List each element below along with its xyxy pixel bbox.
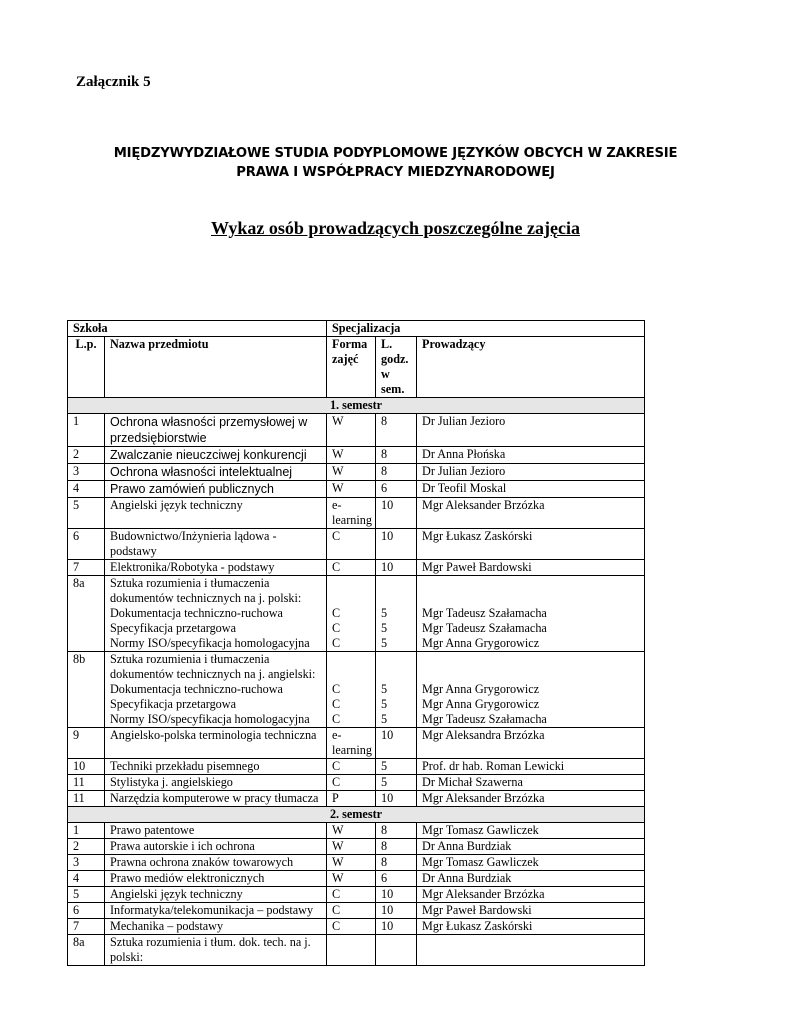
row-subitem-hours: 5 bbox=[381, 636, 388, 650]
table-row bbox=[68, 919, 645, 935]
row-subject-intro: Sztuka rozumienia i tłumaczenia dokumentów technicznych na j. angielski: bbox=[110, 652, 316, 681]
row-lp: 2 bbox=[68, 839, 105, 855]
row-subject: Angielsko-polska terminologia techniczna bbox=[105, 728, 327, 759]
row-hours bbox=[376, 935, 417, 966]
schedule-table bbox=[67, 320, 645, 966]
header-teacher: Prowadzący bbox=[417, 337, 645, 398]
row-lp: 9 bbox=[68, 728, 105, 759]
row-hours: 10 bbox=[376, 791, 417, 807]
row-form: C bbox=[327, 560, 376, 576]
table-row bbox=[68, 529, 645, 560]
row-subitem-hours: 5 bbox=[381, 697, 388, 711]
table-row bbox=[68, 759, 645, 775]
table-row bbox=[68, 855, 645, 871]
row-subject: Mechanika – podstawy bbox=[105, 919, 327, 935]
row-hours: 8 bbox=[376, 414, 417, 447]
row-lp: 11 bbox=[68, 775, 105, 791]
table-row bbox=[68, 652, 645, 728]
row-hours: 10 bbox=[376, 919, 417, 935]
row-subject: Prawo zamówień publicznych bbox=[105, 481, 327, 498]
row-hours: 10 bbox=[376, 560, 417, 576]
row-subitem-form: C bbox=[332, 697, 341, 711]
row-subitem-subject: Normy ISO/specyfikacja homologacyjna bbox=[110, 712, 310, 726]
row-teacher: Mgr Paweł Bardowski bbox=[417, 903, 645, 919]
row-form: W bbox=[327, 481, 376, 498]
table-row bbox=[68, 791, 645, 807]
row-subject bbox=[105, 576, 327, 652]
row-teacher: Dr Anna Burdziak bbox=[417, 839, 645, 855]
row-form: C bbox=[327, 775, 376, 791]
row-teacher: Mgr Paweł Bardowski bbox=[417, 560, 645, 576]
row-teacher: Dr Teofil Moskal bbox=[417, 481, 645, 498]
table-row bbox=[68, 576, 645, 652]
row-subject: Informatyka/telekomunikacja – podstawy bbox=[105, 903, 327, 919]
row-teacher: Mgr Aleksander Brzózka bbox=[417, 498, 645, 529]
row-lp: 7 bbox=[68, 919, 105, 935]
row-form bbox=[327, 652, 376, 728]
row-lp: 6 bbox=[68, 903, 105, 919]
row-subject: Prawo patentowe bbox=[105, 823, 327, 839]
row-lp: 5 bbox=[68, 887, 105, 903]
row-subject: Angielski język techniczny bbox=[105, 498, 327, 529]
row-form: C bbox=[327, 919, 376, 935]
main-title-line2: PRAWA I WSPÓŁPRACY MIEDZYNARODOWEJ bbox=[236, 165, 555, 180]
row-subitem-form: C bbox=[332, 606, 341, 620]
table-row bbox=[68, 560, 645, 576]
row-hours: 10 bbox=[376, 529, 417, 560]
table-row bbox=[68, 498, 645, 529]
table-row bbox=[68, 871, 645, 887]
column-header-row bbox=[68, 337, 645, 398]
row-hours: 8 bbox=[376, 839, 417, 855]
row-form: W bbox=[327, 414, 376, 447]
row-teacher: Dr Anna Burdziak bbox=[417, 871, 645, 887]
table-row bbox=[68, 839, 645, 855]
row-subitem-hours: 5 bbox=[381, 621, 388, 635]
row-lp: 6 bbox=[68, 529, 105, 560]
header-form: Forma zajęć bbox=[327, 337, 376, 398]
specialization-header: Specjalizacja bbox=[327, 321, 645, 337]
row-subject: Narzędzia komputerowe w pracy tłumacza bbox=[105, 791, 327, 807]
row-hours: 5 bbox=[376, 775, 417, 791]
row-form: W bbox=[327, 447, 376, 464]
row-form: W bbox=[327, 839, 376, 855]
row-form: C bbox=[327, 903, 376, 919]
row-teacher: Dr Julian Jezioro bbox=[417, 464, 645, 481]
row-subject: Elektronika/Robotyka - podstawy bbox=[105, 560, 327, 576]
semester2-label: 2. semestr bbox=[68, 807, 645, 823]
main-title bbox=[60, 144, 731, 182]
row-hours: 8 bbox=[376, 855, 417, 871]
row-subitem-form: C bbox=[332, 682, 341, 696]
row-form: e-learning bbox=[327, 728, 376, 759]
row-lp: 10 bbox=[68, 759, 105, 775]
table-row bbox=[68, 903, 645, 919]
row-subitem-teacher: Mgr Tadeusz Szałamacha bbox=[422, 621, 547, 635]
row-subitem-hours: 5 bbox=[381, 712, 388, 726]
row-subitem-subject: Normy ISO/specyfikacja homologacyjna bbox=[110, 636, 310, 650]
row-subitem-teacher: Mgr Tadeusz Szałamacha bbox=[422, 606, 547, 620]
table-row bbox=[68, 935, 645, 966]
row-lp: 4 bbox=[68, 871, 105, 887]
row-teacher: Mgr Aleksandra Brzózka bbox=[417, 728, 645, 759]
row-lp: 3 bbox=[68, 855, 105, 871]
row-subject: Stylistyka j. angielskiego bbox=[105, 775, 327, 791]
row-form: C bbox=[327, 529, 376, 560]
row-form: C bbox=[327, 759, 376, 775]
row-subject: Angielski język techniczny bbox=[105, 887, 327, 903]
row-subitem-teacher: Mgr Anna Grygorowicz bbox=[422, 682, 540, 696]
row-subitem-teacher: Mgr Anna Grygorowicz bbox=[422, 636, 540, 650]
table-row bbox=[68, 414, 645, 447]
row-teacher bbox=[417, 935, 645, 966]
row-subject: Ochrona własności intelektualnej bbox=[105, 464, 327, 481]
row-subject: Prawna ochrona znaków towarowych bbox=[105, 855, 327, 871]
row-lp: 4 bbox=[68, 481, 105, 498]
row-subject bbox=[105, 652, 327, 728]
row-hours: 6 bbox=[376, 871, 417, 887]
row-subitem-form: C bbox=[332, 712, 341, 726]
row-lp: 8a bbox=[68, 935, 105, 966]
row-subject: Techniki przekładu pisemnego bbox=[105, 759, 327, 775]
row-subject: Prawa autorskie i ich ochrona bbox=[105, 839, 327, 855]
row-form bbox=[327, 576, 376, 652]
row-teacher: Mgr Aleksander Brzózka bbox=[417, 791, 645, 807]
row-teacher: Mgr Aleksander Brzózka bbox=[417, 887, 645, 903]
row-teacher: Mgr Łukasz Zaskórski bbox=[417, 919, 645, 935]
row-hours: 5 bbox=[376, 759, 417, 775]
header-subject: Nazwa przedmiotu bbox=[105, 337, 327, 398]
row-subject: Budownictwo/Inżynieria lądowa - podstawy bbox=[105, 529, 327, 560]
row-lp: 8b bbox=[68, 652, 105, 728]
header-hours: L. godz. w sem. bbox=[376, 337, 417, 398]
row-subject: Zwalczanie nieuczciwej konkurencji bbox=[105, 447, 327, 464]
row-teacher: Prof. dr hab. Roman Lewicki bbox=[417, 759, 645, 775]
row-hours: 10 bbox=[376, 728, 417, 759]
row-form: W bbox=[327, 464, 376, 481]
main-title-line1: MIĘDZYWYDZIAŁOWE STUDIA PODYPLOMOWE JĘZYKÓW OBCYCH W ZAKRESIE bbox=[113, 146, 678, 161]
row-lp: 1 bbox=[68, 823, 105, 839]
school-header: Szkoła bbox=[68, 321, 327, 337]
row-subitem-teacher: Mgr Anna Grygorowicz bbox=[422, 697, 540, 711]
row-teacher: Mgr Tomasz Gawliczek bbox=[417, 823, 645, 839]
table-row bbox=[68, 887, 645, 903]
table-row bbox=[68, 775, 645, 791]
row-subject: Ochrona własności przemysłowej w przedsiębiorstwie bbox=[105, 414, 327, 447]
row-teacher: Mgr Łukasz Zaskórski bbox=[417, 529, 645, 560]
row-lp: 5 bbox=[68, 498, 105, 529]
row-subitem-subject: Specyfikacja przetargowa bbox=[110, 621, 236, 635]
row-subitem-teacher: Mgr Tadeusz Szałamacha bbox=[422, 712, 547, 726]
table-row bbox=[68, 728, 645, 759]
row-subitem-form: C bbox=[332, 636, 341, 650]
semester2-header-row bbox=[68, 807, 645, 823]
row-lp: 8a bbox=[68, 576, 105, 652]
row-teacher: Mgr Tomasz Gawliczek bbox=[417, 855, 645, 871]
row-lp: 7 bbox=[68, 560, 105, 576]
table-row bbox=[68, 823, 645, 839]
row-subitem-subject: Dokumentacja techniczno-ruchowa bbox=[110, 682, 283, 696]
row-hours: 8 bbox=[376, 823, 417, 839]
row-lp: 1 bbox=[68, 414, 105, 447]
row-teacher: Dr Anna Płońska bbox=[417, 447, 645, 464]
row-form: W bbox=[327, 871, 376, 887]
row-subject: Sztuka rozumienia i tłum. dok. tech. na j. polski: bbox=[105, 935, 327, 966]
header-lp: L.p. bbox=[68, 337, 105, 398]
semester1-header-row bbox=[68, 398, 645, 414]
row-hours: 10 bbox=[376, 887, 417, 903]
table-row bbox=[68, 464, 645, 481]
row-form: W bbox=[327, 823, 376, 839]
row-subitem-subject: Dokumentacja techniczno-ruchowa bbox=[110, 606, 283, 620]
row-hours: 10 bbox=[376, 903, 417, 919]
row-teacher: Dr Michał Szawerna bbox=[417, 775, 645, 791]
row-hours: 8 bbox=[376, 447, 417, 464]
row-hours bbox=[376, 576, 417, 652]
row-subject-intro: Sztuka rozumienia i tłumaczenia dokumentów technicznych na j. polski: bbox=[110, 576, 302, 605]
semester1-label: 1. semestr bbox=[68, 398, 645, 414]
group-header-row bbox=[68, 321, 645, 337]
row-form bbox=[327, 935, 376, 966]
row-lp: 3 bbox=[68, 464, 105, 481]
row-lp: 2 bbox=[68, 447, 105, 464]
annex-label: Załącznik 5 bbox=[76, 74, 151, 90]
row-subitem-subject: Specyfikacja przetargowa bbox=[110, 697, 236, 711]
row-form: C bbox=[327, 887, 376, 903]
table-row bbox=[68, 481, 645, 498]
row-subject: Prawo mediów elektronicznych bbox=[105, 871, 327, 887]
row-form: W bbox=[327, 855, 376, 871]
row-form: P bbox=[327, 791, 376, 807]
row-teacher bbox=[417, 576, 645, 652]
row-subitem-hours: 5 bbox=[381, 682, 388, 696]
table-row bbox=[68, 447, 645, 464]
row-form: e-learning bbox=[327, 498, 376, 529]
row-teacher: Dr Julian Jezioro bbox=[417, 414, 645, 447]
row-hours: 8 bbox=[376, 464, 417, 481]
row-hours: 10 bbox=[376, 498, 417, 529]
row-subitem-form: C bbox=[332, 621, 341, 635]
subtitle: Wykaz osób prowadzących poszczególne zajęcia bbox=[211, 218, 580, 238]
row-subitem-hours: 5 bbox=[381, 606, 388, 620]
row-lp: 11 bbox=[68, 791, 105, 807]
row-hours: 6 bbox=[376, 481, 417, 498]
row-hours bbox=[376, 652, 417, 728]
row-teacher bbox=[417, 652, 645, 728]
